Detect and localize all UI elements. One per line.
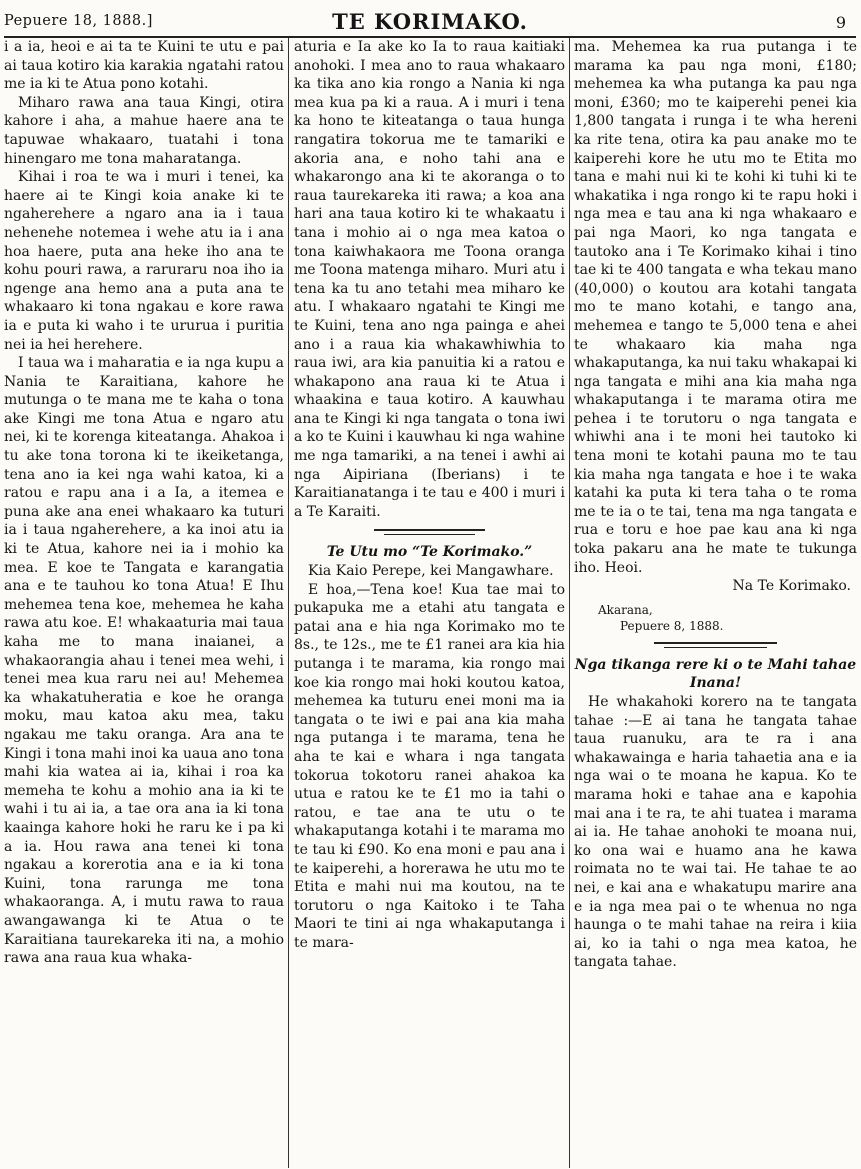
paragraph: Kihai i roa te wa i muri i tenei, ka haere ai te Kingi koia anake ki te ngaherehere a ngaro ana ia i taua nehenehe notemea i wehe atu ia i ana hoa haere, puta ana heke iho ana te kohu pouri rawa, a raruraru noa iho ia ngenge ana hemo ana a puta ana te whakaaro ki tona ngakau e kore rawa ia e puta ki waho i te ururua i puritia nei ia hei herehere.: [4, 169, 284, 353]
paragraph: He whakahoki korero na te tangata tahae :—E ai tana he tangata tahae taua ruanuku, ara te ra i ana whakawainga e haria tahaetia ana e ia nga wai o te moana he kapua. Ko te marama hoki e tahae ana e kapohia mai ana i te ra, te ahi tuatea i marama ai ia. He tahae anohoki te moana nui, ko ona wai e huamo ana he kawa roimata no te wai tai. He tahae te ao nei, e kai ana e whakatupu marire ana e ia nga mea pai o te whenua no nga haunga o te mahi tahae na reira i kiia ai, ko ia tahi o nga mea katoa, he tangata tahae.: [574, 694, 857, 971]
letter-body: E hoa,—Tena koe! Kua tae mai to pukapuka me a etahi atu tangata e patai ana e hia nga Korimako mo te 8s., te 12s., me te £1 ranei ara kia hia putanga i te marama, kia rongo mai koe kia rongo mai hoki koutou katoa, mehemea ka tuturu enei moni ma ia tangata o te iwi e pai ana kia maha nga putanga i te marama, tena he aha te kai e whara i nga tangata tokorua tokotoru ranei ahakoa ka utua e ratou ke te £1 mo ia tahi o ratou, e tae ana te utu o te whakaputanga kotahi i te marama mo te tau ki £90. Ko ena moni e pau ana i te kaiperehi, a horerawa he utu mo te Etita e mahi nui ma koutou, na te torutoru o nga Kaitoko i te Taha Maori te tini ai nga whakaputanga i te mara-: [294, 581, 565, 951]
issue-date: Pepuere 18, 1888.]: [4, 13, 153, 29]
article-headline: Nga tikanga rere ki o te Mahi tahae Inana!: [574, 656, 857, 692]
column-1: [4, 38, 284, 968]
paragraph: I taua wa i maharatia e ia nga kupu a Nania te Karaitiana, kahore he mutunga o te mana me te kaha o tona ake Kingi me tona Atua e ngaro atu nei, ki te korenga kiteatanga. Ahakoa i tu ake tona torona ki te ikeiketanga, tena ano ia kei nga wahi katoa, ki a ratou e rapu ana i a Ia, a itemea e puna ake ana enei whakaaro ka tuturi ia i taua ngaherehere, a ka inoi atu ia ki te Atua, kahore nei ia i mohio ka mea. E koe te Tangata e karangatia ana e te tauhou ko tona Atua! E Ihu mehemea tena koe, mehemea he kaha rawa atu koe. E! whakaaturia mai taua kaha me to mana inaianei, a whakaorangia ahau i tenei mea wehi, i tenei mea kua raru nei au! Mehemea ka whakatuheratia e koe he oranga moku, mau katoa aku mea, taku ngakau me taku oranga. Ara ana te Kingi i tona mahi inoi ka uaua ano tona mahi kia watea ai ia, kihai i roa ka memeha te kohu a mohio ana ia ki te wahi i tu ai ia, a tae ora ana ia ki tona kaainga kahore hoki he raru ke i pa ki a ia. Hou rawa ana tenei ki tona ngakau a korerotia ana e ia ki tona Kuini, tona rarunga me tona whakaoranga. A, i mutu rawa to raua awangawanga ki te Atua o te Karaitiana taurekareka iti na, a mohio rawa ana raua kua whaka-: [4, 355, 284, 967]
newspaper-title: TE KORIMAKO.: [332, 9, 528, 34]
section-separator: [294, 521, 565, 543]
page-header: [4, 6, 856, 38]
letter-address: Kia Kaio Perepe, kei Mangawhare.: [308, 563, 554, 580]
page-number: 9: [835, 13, 846, 32]
paragraph: i a ia, heoi e ai ta te Kuini te utu e pai ai taua kotiro kia karakia ngatahi ratou me ia ki te Atua pono kotahi.: [4, 39, 284, 93]
column-2: [294, 38, 565, 953]
article-headline: Te Utu mo “Te Korimako.”: [326, 544, 533, 561]
letter-signature: Na Te Korimako.: [732, 578, 851, 595]
column-divider: [288, 38, 289, 1168]
section-separator: [574, 634, 857, 656]
column-3: [574, 38, 857, 972]
column-divider: [569, 38, 570, 1168]
paragraph: Miharo rawa ana taua Kingi, otira kahore i aha, a mahue haere ana te tapuwae whakaaro, tuatahi i tona hinengaro me tona maharatanga.: [4, 94, 284, 167]
letter-continuation: ma. Mehemea ka rua putanga i te marama ka pau nga moni, £180; mehemea ka wha putanga ka pau nga moni, £360; mo te kaiperehi penei kia 1,800 tangata i runga i te wha hereni ka rite tena, otira ka pau anake mo te kaiperehi kore he utu mo te Etita mo tana e mahi nui ki te kohi ki tuhi ki te whakatika i nga rongo ki te rapu hoki i nga mea e tau ana ki nga whakaaro e pai nga Maori, ko nga tangata e tautoko ana i Te Korimako kihai i tino tae ki te 400 tangata e wha tekau mano (40,000) o koutou ara kotahi tangata mo te mano kotahi, e tango ana, mehemea e tango te 5,000 tena e ahei te whakaaro kia maha nga whakaputanga, ka nui taku whakapai ki nga tangata e mihi ana kia maha nga whakaputanga i te marama otira me pehea i te torutoru o nga tangata e whiwhi ana i te moni hei tautoko ki tena moni te kotahi pauna mo te tau kia maha nga tangata e hoe i te waka katahi ka puta ki tera taha o te roma me te ia o te tai, tena ma nga tangata e rua e toru e hoe pae kau ana ki nga toka pakaru ana he mate te tukunga iho. Heoi.: [574, 39, 857, 576]
letter-date: Pepuere 8, 1888.: [620, 618, 724, 633]
letter-place: Akarana,: [598, 602, 653, 617]
paragraph: aturia e Ia ake ko Ia to raua kaitiaki anohoki. I mea ano to raua whakaaro ka tika ano kia rongo a Nania ki nga mea kua pa ki a raua. A i muri i tena ka hono te kiteatanga o taua hunga rangatira tokorua me te tamariki e akoria ana, e noho tahi ana e whakarongo ana ki te akoranga o to raua taurekareka iti rawa; a koa ana hari ana taua kotiro ki te whakaatu i tana i mohio ai o nga mea katoa o tona kaiwhakaora me Toona oranga me Toona matenga miharo. Muri atu i tena ka tu ano tetahi mea miharo ke atu. I whakaaro ngatahi te Kingi me te Kuini, tena ano nga painga e ahei ano i a raua kia whakawhiwhia to raua iwi, ara kia panuitia ki a ratou e whakapono ana raua ki te Atua i whaakina e taua kotiro. A kauwhau ana te Kingi ki nga tangata o tona iwi a ko te Kuini i kauwhau ki nga wahine me nga tamariki, a na tenei i awhi ai nga Aipiriana (Iberians) i te Karaitianatanga i te tau e 400 i muri i a Te Karaiti.: [294, 39, 566, 520]
